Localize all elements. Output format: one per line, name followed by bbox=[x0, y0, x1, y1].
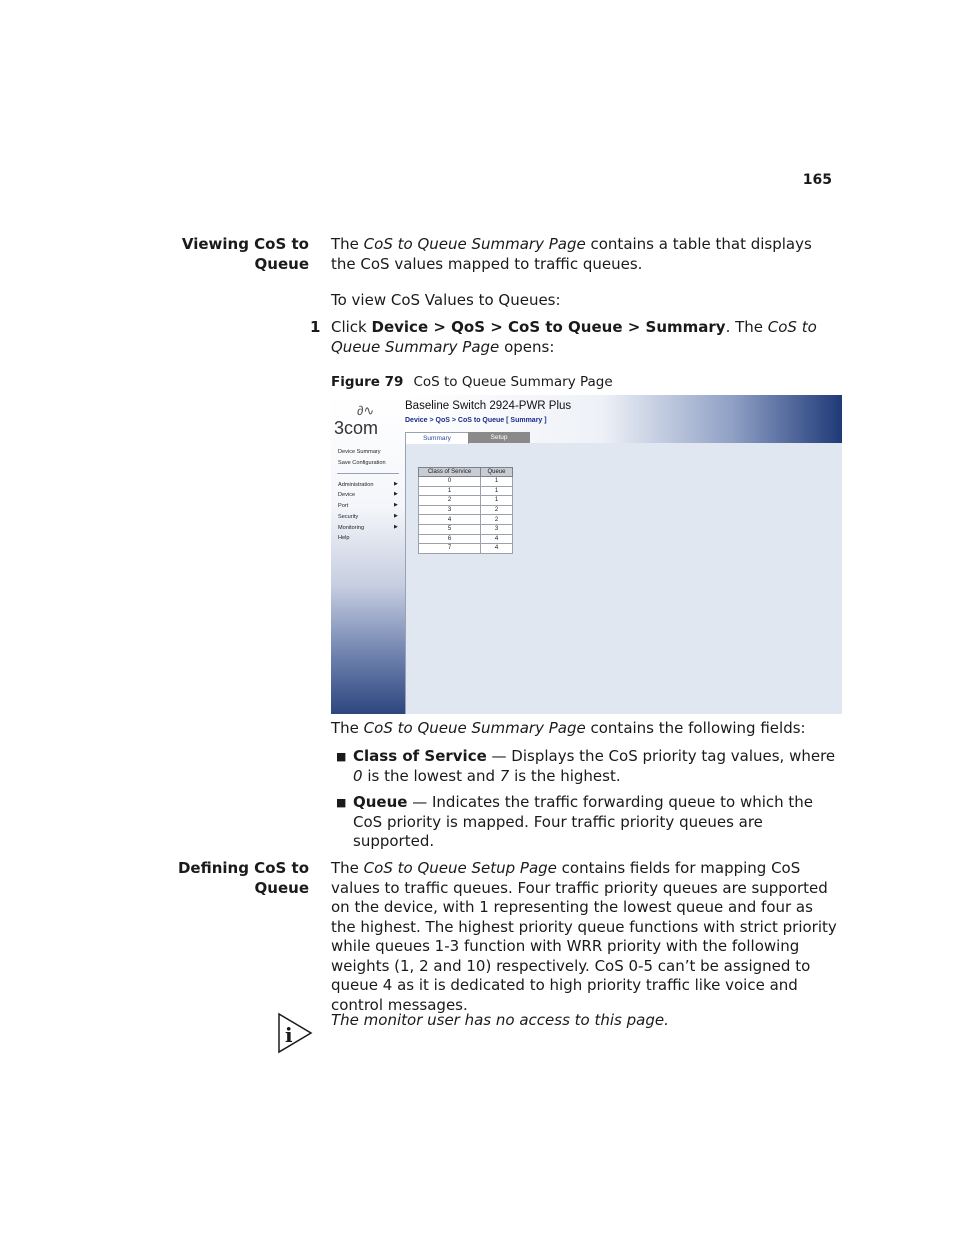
cos-cell: 3 bbox=[419, 505, 481, 515]
defining-post: contains fields for mapping CoS values to traffic queues. Four traffic priority queues are supported on the device, with 1 representing the lowest queue and four as the highest. The highest priority queue functions with strict priority while queues 1-3 function with WRR priority with the following weights (1, 2 and 10) respectively. CoS 0-5 can’t be assigned to queue 4 as it is dedicated to high priority traffic like voice and control messages. bbox=[331, 859, 837, 1014]
queue-cell: 1 bbox=[481, 477, 513, 487]
menu-save-configuration[interactable]: Save Configuration bbox=[338, 460, 386, 466]
heading-line-2: Queue bbox=[254, 254, 309, 273]
cos-cell: 6 bbox=[419, 534, 481, 544]
defining-italic: CoS to Queue Setup Page bbox=[363, 859, 557, 877]
menu-device[interactable]: Device bbox=[338, 492, 356, 498]
chevron-right-icon: ▶ bbox=[394, 524, 398, 530]
breadcrumb: Device > QoS > CoS to Queue [ Summary ] bbox=[405, 417, 547, 424]
step-post: opens: bbox=[499, 337, 555, 356]
figure-label: Figure 79 bbox=[331, 374, 404, 390]
queue-cell: 1 bbox=[481, 486, 513, 496]
queue-cell: 2 bbox=[481, 515, 513, 525]
cos-cell: 1 bbox=[419, 486, 481, 496]
bullet-term: Queue bbox=[353, 793, 408, 811]
tab-summary[interactable]: Summary bbox=[405, 432, 469, 444]
chevron-right-icon: ▶ bbox=[394, 513, 398, 519]
menu-monitoring[interactable]: Monitoring bbox=[338, 525, 365, 531]
table-row bbox=[419, 486, 513, 496]
bullet-italic: 7 bbox=[499, 766, 510, 785]
bullet-queue bbox=[353, 793, 841, 852]
switch-title: Baseline Switch 2924-PWR Plus bbox=[405, 400, 572, 412]
chevron-right-icon: ▶ bbox=[394, 491, 398, 497]
bullet-marker: ■ bbox=[336, 750, 347, 763]
fields-intro bbox=[331, 719, 841, 739]
figure-caption-text: CoS to Queue Summary Page bbox=[413, 374, 613, 390]
step-italic: CoS to Queue Summary Page bbox=[331, 318, 817, 356]
queue-cell: 3 bbox=[481, 524, 513, 534]
column-header-queue: Queue bbox=[481, 468, 513, 477]
fields-post: contains the following fields: bbox=[585, 719, 806, 737]
table-row bbox=[419, 515, 513, 525]
queue-cell: 4 bbox=[481, 534, 513, 544]
chevron-right-icon: ▶ bbox=[394, 481, 398, 487]
step-pre: Click bbox=[331, 318, 372, 336]
bullet-text: — Indicates the traffic forwarding queue to which the CoS priority is mapped. Four traffic priority queues are supported. bbox=[353, 793, 814, 850]
section-heading-defining bbox=[150, 859, 309, 898]
table-row bbox=[419, 534, 513, 544]
to-view-text: To view CoS Values to Queues: bbox=[331, 291, 561, 309]
intro-post: contains a table that displays the CoS values mapped to traffic queues. bbox=[331, 235, 812, 273]
step-text bbox=[331, 318, 841, 357]
step-number: 1 bbox=[310, 318, 321, 336]
bullet-term: Class of Service bbox=[353, 747, 487, 765]
tab-setup[interactable]: Setup bbox=[468, 432, 530, 443]
defining-pre: The bbox=[331, 859, 364, 877]
fields-italic: CoS to Queue Summary Page bbox=[363, 719, 586, 737]
menu-help[interactable]: Help bbox=[338, 535, 350, 541]
table-row bbox=[419, 496, 513, 506]
cos-cell: 2 bbox=[419, 496, 481, 506]
queue-cell: 2 bbox=[481, 505, 513, 515]
bullet-text: — Displays the CoS priority tag values, where bbox=[486, 747, 836, 765]
column-header-class-of-service: Class of Service bbox=[419, 468, 481, 477]
table-row bbox=[419, 477, 513, 487]
menu-device-summary[interactable]: Device Summary bbox=[338, 449, 381, 455]
intro-paragraph bbox=[331, 235, 841, 274]
cos-cell: 5 bbox=[419, 524, 481, 534]
intro-pre: The bbox=[331, 235, 364, 253]
heading-line-1: Viewing CoS to bbox=[181, 235, 309, 253]
table-row bbox=[419, 544, 513, 554]
fields-pre: The bbox=[331, 719, 364, 737]
info-glyph: i bbox=[285, 1023, 293, 1047]
bullet-marker: ■ bbox=[336, 796, 347, 809]
menu-security[interactable]: Security bbox=[338, 514, 359, 520]
cos-cell: 7 bbox=[419, 544, 481, 554]
table-row bbox=[419, 524, 513, 534]
note-text: The monitor user has no access to this page. bbox=[331, 1011, 669, 1029]
menu-divider bbox=[337, 473, 399, 474]
table-row bbox=[419, 505, 513, 515]
section-heading-viewing bbox=[150, 235, 309, 274]
page-number: 165 bbox=[802, 172, 832, 188]
intro-italic: CoS to Queue Summary Page bbox=[363, 235, 586, 253]
info-icon bbox=[277, 1012, 313, 1058]
menu-administration[interactable]: Administration bbox=[338, 482, 374, 488]
cos-cell: 0 bbox=[419, 477, 481, 487]
menu-port[interactable]: Port bbox=[338, 503, 349, 509]
bullet-class-of-service bbox=[353, 747, 841, 786]
chevron-right-icon: ▶ bbox=[394, 502, 398, 508]
step-menu-path: Device > QoS > CoS to Queue > Summary bbox=[371, 318, 726, 336]
screenshot-sidebar bbox=[331, 395, 406, 714]
queue-cell: 4 bbox=[481, 544, 513, 554]
queue-cell: 1 bbox=[481, 496, 513, 506]
cos-cell: 4 bbox=[419, 515, 481, 525]
logo-swirl-icon: ∂∿ bbox=[357, 403, 375, 418]
step-mid: . The bbox=[725, 318, 768, 336]
bullet-text: is the lowest and bbox=[362, 766, 500, 785]
heading-line-1: Defining CoS to bbox=[177, 859, 309, 877]
table-header-row bbox=[419, 468, 513, 477]
logo: 3com bbox=[334, 418, 379, 438]
defining-paragraph bbox=[331, 859, 841, 1015]
figure-screenshot bbox=[331, 395, 842, 714]
bullet-italic: 0 bbox=[353, 766, 363, 785]
figure-caption bbox=[331, 374, 613, 390]
bullet-text: is the highest. bbox=[509, 766, 621, 785]
heading-line-2: Queue bbox=[254, 878, 309, 897]
cos-queue-table bbox=[418, 467, 513, 554]
